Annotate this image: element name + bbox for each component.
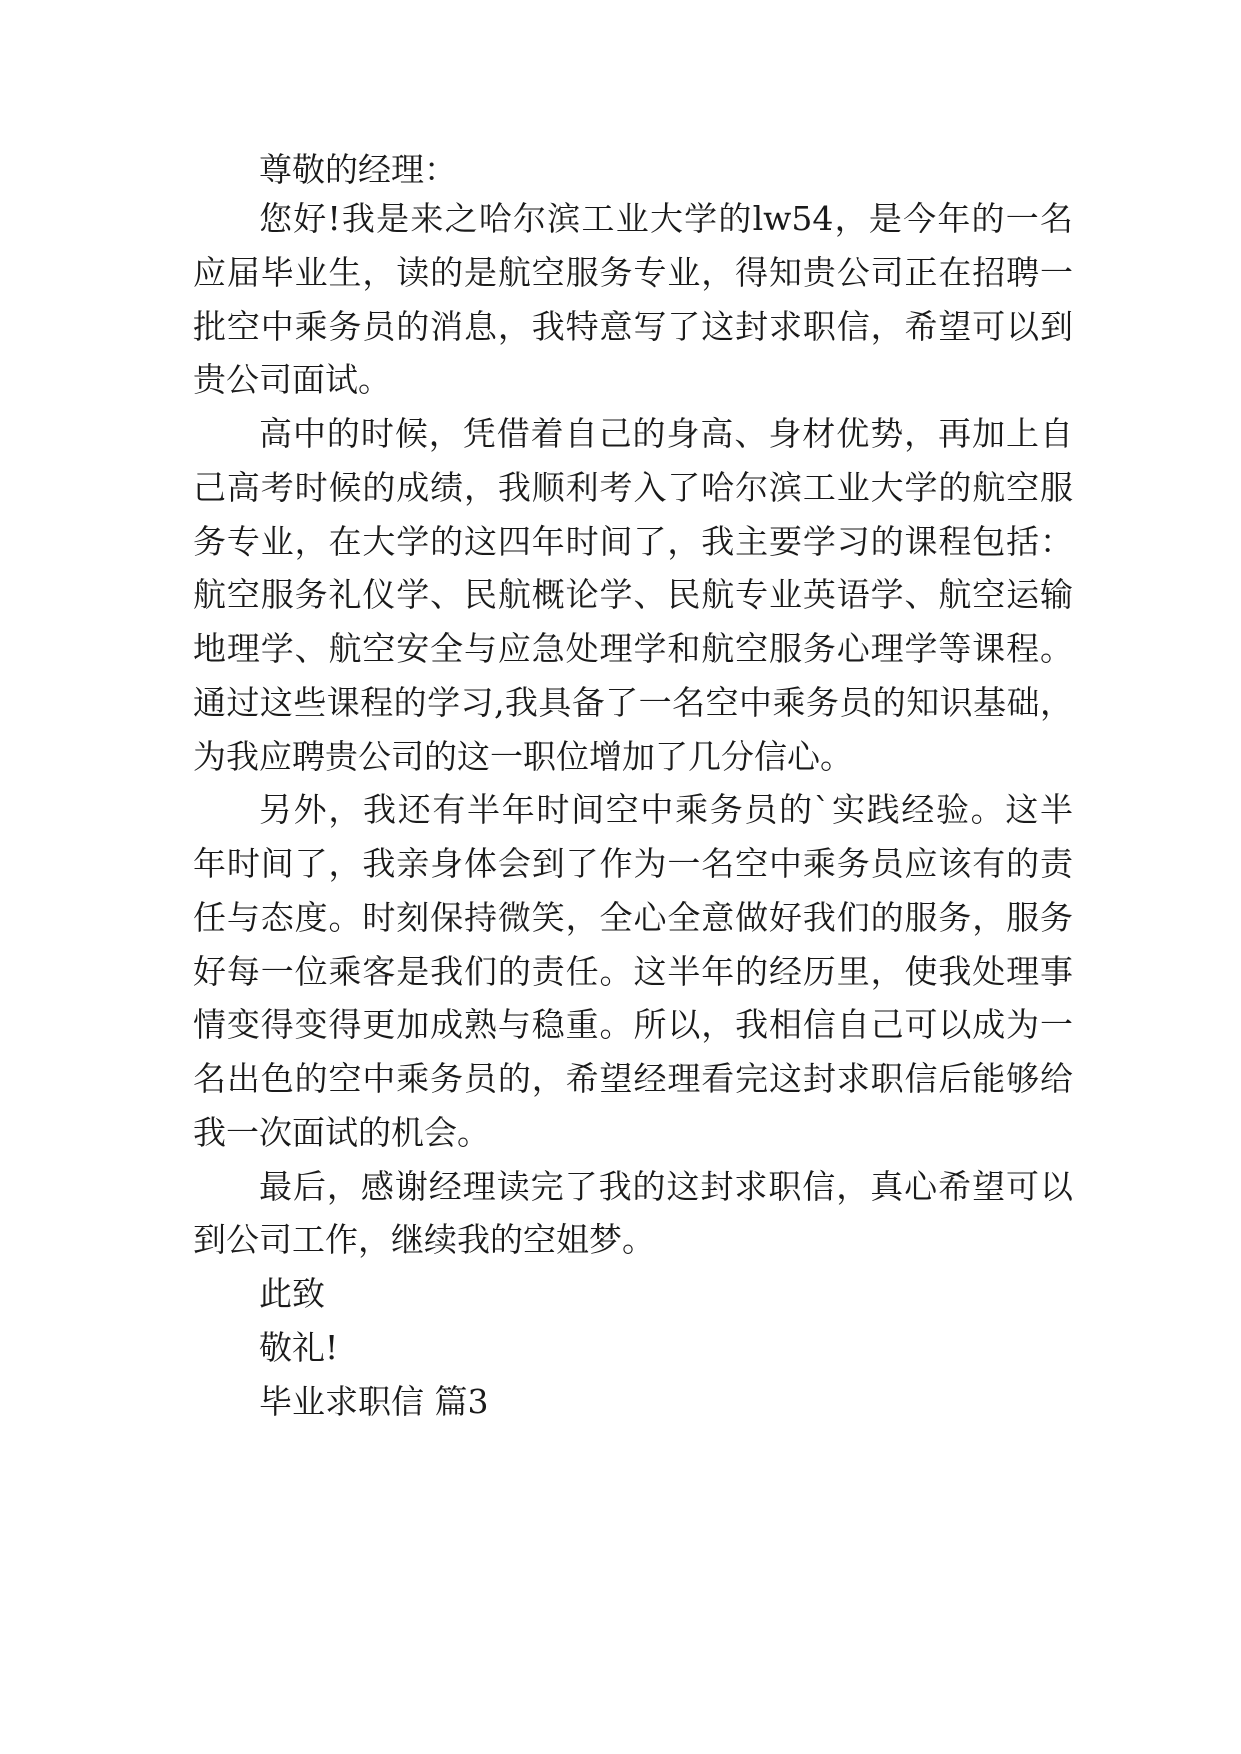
paragraph-3-line-5: 情变得变得更加成熟与稳重。所以，我相信自己可以成为一 [193, 1005, 1073, 1044]
paragraph-1-line-2: 应届毕业生，读的是航空服务专业，得知贵公司正在招聘一 [193, 253, 1073, 292]
paragraph-2-line-5: 地理学、航空安全与应急处理学和航空服务心理学等课程。 [193, 629, 1073, 668]
paragraph-2-line-7: 为我应聘贵公司的这一职位增加了几分信心。 [193, 737, 853, 776]
paragraph-1-line-1: 您好!我是来之哈尔滨工业大学的lw54，是今年的一名 [259, 199, 1073, 238]
paragraph-1-line-3: 批空中乘务员的消息，我特意写了这封求职信，希望可以到 [193, 307, 1073, 346]
paragraph-4-line-1: 最后，感谢经理读完了我的这封求职信，真心希望可以 [259, 1167, 1073, 1206]
closing-line-2: 敬礼! [259, 1328, 339, 1367]
paragraph-2-line-1: 高中的时候，凭借着自己的身高、身材优势，再加上自 [259, 414, 1073, 453]
paragraph-3-line-1: 另外，我还有半年时间空中乘务员的`实践经验。这半 [259, 790, 1073, 829]
paragraph-3-line-7: 我一次面试的机会。 [193, 1113, 490, 1152]
paragraph-1-line-4: 贵公司面试。 [193, 360, 391, 399]
paragraph-3-line-6: 名出色的空中乘务员的，希望经理看完这封求职信后能够给 [193, 1059, 1073, 1098]
paragraph-2-line-4: 航空服务礼仪学、民航概论学、民航专业英语学、航空运输 [193, 575, 1073, 614]
paragraph-3-line-2: 年时间了，我亲身体会到了作为一名空中乘务员应该有的责 [193, 844, 1073, 883]
closing-line-1: 此致 [259, 1274, 325, 1313]
paragraph-2-line-6: 通过这些课程的学习,我具备了一名空中乘务员的知识基础， [193, 683, 1073, 722]
salutation: 尊敬的经理： [259, 150, 457, 189]
paragraph-2-line-3: 务专业，在大学的这四年时间了，我主要学习的课程包括： [193, 522, 1073, 561]
next-section-heading: 毕业求职信 篇3 [259, 1382, 489, 1421]
paragraph-4-line-2: 到公司工作，继续我的空姐梦。 [193, 1220, 655, 1259]
paragraph-2-line-2: 己高考时候的成绩，我顺利考入了哈尔滨工业大学的航空服 [193, 468, 1073, 507]
paragraph-3-line-3: 任与态度。时刻保持微笑，全心全意做好我们的服务，服务 [193, 898, 1073, 937]
paragraph-3-line-4: 好每一位乘客是我们的责任。这半年的经历里，使我处理事 [193, 952, 1073, 991]
